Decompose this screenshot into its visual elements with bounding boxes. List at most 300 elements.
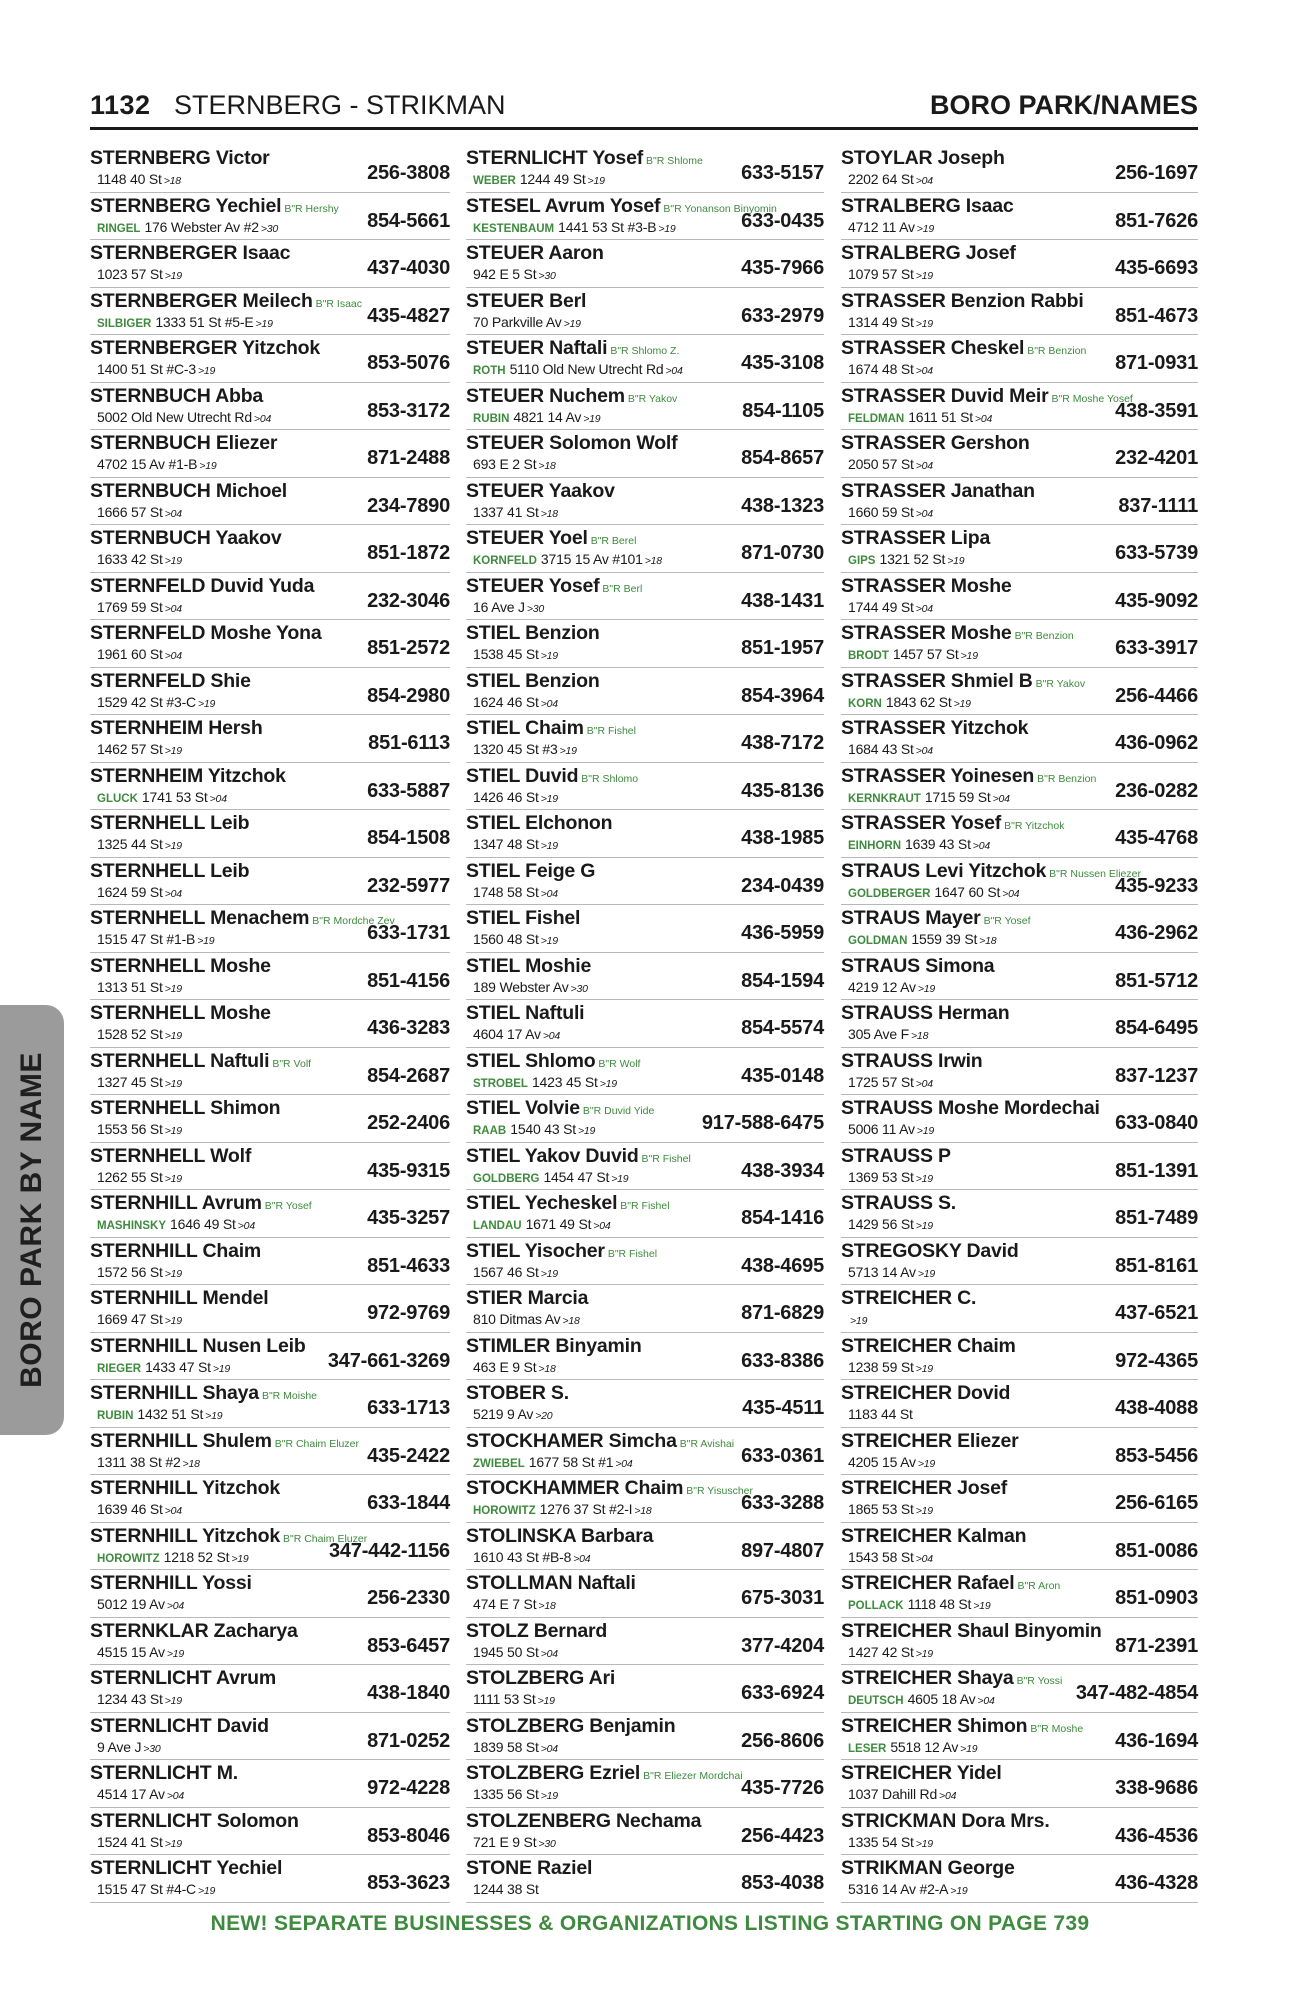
listing-phone: 633-5157 bbox=[741, 162, 824, 184]
listing-entry bbox=[841, 1190, 1198, 1238]
listing-name-line bbox=[466, 1620, 607, 1642]
listing-zip-code: >18 bbox=[634, 1505, 652, 1517]
listing-address-line bbox=[848, 1311, 867, 1330]
listing-name-line bbox=[841, 147, 1005, 169]
listing-name: STIEL Yisocher bbox=[466, 1239, 605, 1262]
listing-maiden-name: STROBEL bbox=[473, 1077, 528, 1090]
listing-maiden-name: KERNKRAUT bbox=[848, 792, 921, 805]
listing-entry bbox=[841, 1333, 1198, 1381]
listing-zip-code: >04 bbox=[972, 840, 990, 852]
listing-entry bbox=[90, 1713, 450, 1761]
listing-name: STERNHEIM Yitzchok bbox=[90, 764, 286, 787]
listing-address: 1865 53 St bbox=[848, 1501, 914, 1517]
listing-entry bbox=[90, 1808, 450, 1856]
listing-phone: 853-3172 bbox=[367, 399, 450, 422]
listing-name: STERNLICHT Avrum bbox=[90, 1667, 277, 1689]
listing-name: STREICHER Dovid bbox=[841, 1382, 1011, 1404]
listing-relation: B"R Berl bbox=[602, 582, 643, 595]
listing-name-line bbox=[90, 670, 251, 692]
listing-phone: 436-4536 bbox=[1115, 1824, 1198, 1847]
listing-maiden-name: DEUTSCH bbox=[848, 1695, 904, 1707]
listing-zip-code: >19 bbox=[915, 1837, 933, 1850]
listing-relation: B"R Chaim Eluzer bbox=[274, 1437, 359, 1450]
listing-entry bbox=[466, 430, 824, 478]
listing-address-line bbox=[97, 1596, 184, 1615]
listing-entry bbox=[466, 193, 824, 241]
listing-name-line bbox=[90, 1050, 311, 1075]
listing-name: STERNHELL Moshe bbox=[90, 954, 271, 977]
listing-relation: B"R Avishai bbox=[679, 1437, 735, 1450]
listing-address: 1660 59 St bbox=[848, 503, 914, 520]
listing-name: STERNHILL Yitzchok bbox=[90, 1524, 280, 1547]
listing-address-line bbox=[848, 931, 996, 950]
page-number: 1132 bbox=[90, 90, 151, 120]
listing-address-line bbox=[97, 741, 182, 760]
listing-zip-code: >19 bbox=[166, 1647, 185, 1660]
listing-phone: 438-4695 bbox=[741, 1254, 824, 1277]
listing-name-line bbox=[90, 385, 263, 407]
listing-address-line bbox=[848, 1359, 933, 1378]
listing-address: 1538 45 St bbox=[473, 646, 539, 662]
listing-address-line bbox=[97, 1264, 182, 1283]
listing-phone: 252-2406 bbox=[367, 1112, 450, 1134]
listing-zip-code: >19 bbox=[916, 1125, 934, 1137]
listing-address-line bbox=[97, 504, 182, 523]
listing-name: STERNHILL Nusen Leib bbox=[90, 1334, 306, 1357]
listing-entry bbox=[466, 1808, 824, 1856]
listing-zip-code: >18 bbox=[538, 460, 556, 472]
listing-name-line bbox=[90, 765, 286, 787]
listing-address: 942 E 5 St bbox=[473, 266, 537, 282]
listing-column-3 bbox=[841, 145, 1198, 1903]
listing-name: STOLZ Bernard bbox=[466, 1619, 608, 1642]
listing-address-line bbox=[97, 1501, 182, 1520]
listing-zip-code: >30 bbox=[538, 270, 556, 282]
listing-entry bbox=[90, 763, 450, 811]
listing-entry bbox=[466, 1238, 824, 1286]
listing-name: STERNBERGER Meilech bbox=[90, 289, 313, 312]
listing-name: STRASSER Shmiel B bbox=[841, 669, 1033, 692]
listing-maiden-name: MASHINSKY bbox=[97, 1220, 167, 1232]
listing-maiden-name: POLLACK bbox=[848, 1600, 904, 1612]
listing-name-line bbox=[841, 1002, 1009, 1024]
listing-phone: 435-0148 bbox=[741, 1064, 824, 1087]
listing-name-line bbox=[466, 1525, 653, 1547]
listing-entry bbox=[841, 1855, 1198, 1903]
listing-zip-code: >19 bbox=[917, 1267, 936, 1280]
listing-name: STRAUSS Moshe Mordechai bbox=[841, 1097, 1100, 1119]
listing-zip-code: >04 bbox=[1002, 887, 1020, 900]
listing-entry bbox=[841, 1380, 1198, 1428]
listing-zip-code: >04 bbox=[166, 1790, 185, 1802]
listing-phone: 256-3808 bbox=[367, 162, 450, 184]
listing-address: 1314 49 St bbox=[848, 313, 914, 330]
listing-zip-code: >04 bbox=[253, 412, 272, 425]
listing-name: STREICHER Shimon bbox=[841, 1714, 1028, 1737]
listing-address: 1433 47 St bbox=[145, 1358, 211, 1375]
listing-zip-code: >04 bbox=[540, 887, 558, 900]
listing-zip-code: >19 bbox=[916, 222, 934, 235]
listing-phone: 256-4423 bbox=[741, 1824, 824, 1847]
listing-relation: B"R Moshe bbox=[1030, 1722, 1084, 1735]
listing-address-line bbox=[848, 1596, 990, 1615]
listing-phone: 854-3964 bbox=[741, 684, 824, 707]
listing-address-line bbox=[848, 1881, 968, 1900]
listing-phone: 633-1731 bbox=[367, 922, 450, 944]
listing-address: 1335 54 St bbox=[848, 1833, 914, 1850]
listing-name-line bbox=[90, 1572, 252, 1594]
listing-maiden-name: RUBIN bbox=[97, 1410, 134, 1422]
listing-name-line bbox=[90, 1240, 261, 1262]
listing-address-line bbox=[473, 314, 581, 333]
listing-relation: B"R Yakov bbox=[1035, 677, 1086, 690]
listing-zip-code: >19 bbox=[953, 697, 971, 710]
listing-name: STEUER Nuchem bbox=[466, 384, 625, 407]
listing-address: 1427 42 St bbox=[848, 1643, 914, 1660]
listing-entry bbox=[90, 1760, 450, 1808]
listing-zip-code: >19 bbox=[197, 697, 216, 710]
listing-zip-code: >04 bbox=[166, 1600, 185, 1612]
listing-maiden-name: LESER bbox=[848, 1742, 887, 1755]
listing-name-line bbox=[841, 1525, 1026, 1547]
listing-entry bbox=[90, 1855, 450, 1903]
listing-address-line bbox=[473, 361, 683, 380]
listing-entry bbox=[841, 1048, 1198, 1096]
listing-address-line bbox=[473, 789, 558, 808]
listing-entry bbox=[90, 1238, 450, 1286]
listing-phone: 675-3031 bbox=[741, 1587, 824, 1609]
listing-relation: B"R Fishel bbox=[620, 1200, 670, 1212]
listing-name: STERNBUCH Michoel bbox=[90, 479, 288, 502]
listing-zip-code: >04 bbox=[915, 602, 933, 615]
listing-phone: 854-5574 bbox=[741, 1017, 824, 1039]
listing-address-line bbox=[97, 646, 182, 665]
listing-address: 1769 59 St bbox=[97, 598, 163, 615]
listing-maiden-name: KORN bbox=[848, 697, 882, 710]
listing-address: 1610 43 St #B-8 bbox=[473, 1548, 572, 1565]
listing-name-line bbox=[90, 1525, 367, 1550]
listing-address: 5006 11 Av bbox=[848, 1121, 915, 1137]
listing-entry bbox=[90, 430, 450, 478]
listing-address-line bbox=[473, 1549, 590, 1568]
listing-entry bbox=[90, 1285, 450, 1333]
listing-column-1 bbox=[90, 145, 450, 1903]
listing-relation: B"R Duvid Yide bbox=[582, 1105, 655, 1117]
listing-phone: 256-1697 bbox=[1115, 162, 1198, 184]
listing-phone: 633-1844 bbox=[367, 1492, 450, 1514]
listing-address: 4514 17 Av bbox=[97, 1786, 165, 1802]
listing-zip-code: >04 bbox=[977, 1695, 995, 1707]
listing-relation: B"R Eliezer Mordchai bbox=[643, 1770, 743, 1782]
listing-address: 1218 52 St bbox=[163, 1548, 230, 1565]
listing-phone: 436-1694 bbox=[1115, 1729, 1198, 1752]
listing-address: 3715 15 Av #101 bbox=[540, 551, 643, 567]
listing-name-line bbox=[466, 385, 677, 410]
listing-name-line bbox=[90, 622, 321, 644]
listing-address-line bbox=[97, 836, 182, 855]
listing-name-line bbox=[841, 1050, 983, 1072]
listing-maiden-name: GOLDBERG bbox=[473, 1172, 540, 1185]
listing-name: STESEL Avrum Yosef bbox=[466, 194, 661, 217]
listing-address-line bbox=[473, 884, 558, 903]
listing-address: 1454 47 St bbox=[543, 1168, 610, 1185]
listing-address-line bbox=[473, 1691, 555, 1710]
listing-address: 2050 57 St bbox=[848, 456, 914, 472]
listing-address-line bbox=[473, 1359, 556, 1378]
listing-name-line bbox=[90, 1857, 282, 1879]
listing-phone: 256-4466 bbox=[1115, 684, 1198, 707]
listing-name-line bbox=[466, 955, 591, 977]
listing-entry bbox=[90, 335, 450, 383]
listing-name-line bbox=[90, 1762, 238, 1784]
listing-name-line bbox=[90, 1382, 317, 1407]
listing-zip-code: >19 bbox=[164, 1695, 182, 1707]
listing-address: 474 E 7 St bbox=[473, 1596, 537, 1612]
listing-entry bbox=[841, 1143, 1198, 1191]
listing-entry bbox=[841, 573, 1198, 621]
listing-entry bbox=[466, 1285, 824, 1333]
listing-entry bbox=[90, 668, 450, 716]
listing-relation: B"R Yossi bbox=[1016, 1675, 1063, 1687]
listing-address-line bbox=[97, 1121, 182, 1140]
listing-phone: 633-1713 bbox=[367, 1397, 450, 1419]
listing-phone: 854-1594 bbox=[741, 969, 824, 992]
listing-entry bbox=[841, 858, 1198, 906]
listing-address: 1369 53 St bbox=[848, 1168, 914, 1185]
listing-name-line bbox=[841, 1097, 1100, 1119]
listing-relation: B"R Yosef bbox=[983, 915, 1031, 927]
listing-name: STERNLICHT Yechiel bbox=[90, 1857, 283, 1879]
listing-address: 5219 9 Av bbox=[473, 1406, 534, 1422]
listing-name-line bbox=[841, 575, 1012, 597]
listing-entry bbox=[466, 620, 824, 668]
listing-name: STRAUSS S. bbox=[841, 1192, 957, 1214]
listing-name: STIEL Chaim bbox=[466, 717, 584, 739]
listing-zip-code: >04 bbox=[164, 507, 182, 520]
listing-name-line bbox=[90, 1335, 306, 1357]
listing-name: STIEL Duvid bbox=[466, 764, 579, 787]
listing-name-line bbox=[841, 1192, 956, 1214]
listing-address-line bbox=[97, 266, 182, 285]
listing-address-line bbox=[848, 789, 1010, 808]
listing-name-line bbox=[466, 812, 612, 834]
listing-zip-code: >19 bbox=[197, 1885, 216, 1897]
listing-address-line bbox=[97, 551, 182, 570]
listing-name-line bbox=[841, 1430, 1019, 1452]
listing-name-line bbox=[466, 1477, 753, 1502]
listing-zip-code: >19 bbox=[915, 1172, 933, 1185]
listing-name-line bbox=[90, 1287, 268, 1309]
listing-name-line bbox=[90, 860, 249, 882]
listing-phone: 853-4038 bbox=[741, 1872, 824, 1894]
listing-phone: 436-5959 bbox=[741, 922, 824, 944]
listing-address-line bbox=[848, 1834, 933, 1853]
listing-phone: 854-1105 bbox=[742, 399, 824, 422]
listing-entry bbox=[841, 1713, 1198, 1761]
listing-entry bbox=[466, 1713, 824, 1761]
listing-address-line bbox=[848, 646, 978, 665]
listing-address-line bbox=[473, 694, 558, 713]
listing-entry bbox=[90, 1428, 450, 1476]
listing-zip-code: >19 bbox=[164, 982, 182, 995]
listing-address: 1674 48 St bbox=[848, 361, 914, 377]
listing-address: 1148 40 St bbox=[97, 171, 162, 187]
listing-phone: 347-482-4854 bbox=[1075, 1682, 1198, 1704]
listing-address-line bbox=[848, 1739, 977, 1758]
listing-address-line bbox=[848, 1216, 933, 1235]
listing-relation: B"R Benzion bbox=[1027, 345, 1087, 357]
listing-name: STREICHER Chaim bbox=[841, 1334, 1016, 1357]
listing-entry bbox=[466, 1855, 824, 1903]
listing-phone: 438-1431 bbox=[741, 589, 824, 612]
listing-zip-code: >19 bbox=[164, 1267, 182, 1280]
listing-phone: 853-5076 bbox=[367, 352, 450, 374]
listing-phone: 438-1323 bbox=[741, 494, 824, 517]
listing-address: 1327 45 St bbox=[97, 1073, 163, 1090]
listing-address-line bbox=[97, 1549, 249, 1568]
listing-name: STRASSER Moshe bbox=[841, 622, 1012, 644]
listing-entry bbox=[90, 525, 450, 573]
listing-maiden-name: GIPS bbox=[848, 555, 876, 567]
listing-zip-code: >04 bbox=[540, 1742, 558, 1755]
listing-phone: 436-0962 bbox=[1115, 732, 1198, 754]
listing-name: STRASSER Yitzchok bbox=[841, 717, 1029, 739]
listing-entry bbox=[90, 1380, 450, 1428]
listing-entry bbox=[90, 145, 450, 193]
listing-address-line bbox=[97, 931, 214, 950]
listing-entry bbox=[90, 1095, 450, 1143]
listing-relation: B"R Nussen Eliezer bbox=[1049, 867, 1141, 880]
listing-address-line bbox=[97, 1216, 255, 1235]
listing-name-line bbox=[466, 337, 679, 362]
listing-entry bbox=[90, 1523, 450, 1571]
listing-address: 1333 51 St #5-E bbox=[155, 313, 254, 330]
listing-name-line bbox=[841, 1572, 1060, 1597]
listing-zip-code: >19 bbox=[540, 650, 558, 662]
listing-zip-code: >18 bbox=[911, 1030, 929, 1042]
listing-entry bbox=[841, 145, 1198, 193]
listing-address: 5012 19 Av bbox=[97, 1596, 165, 1612]
listing-name-line bbox=[90, 1477, 280, 1499]
listing-address-line bbox=[97, 1786, 184, 1805]
listing-name: STIER Marcia bbox=[466, 1287, 589, 1309]
listing-name-line bbox=[90, 1002, 271, 1024]
listing-zip-code: >04 bbox=[540, 697, 558, 710]
listing-name: STREGOSKY David bbox=[841, 1239, 1019, 1262]
listing-zip-code: >04 bbox=[915, 745, 933, 757]
listing-address-line bbox=[848, 551, 964, 570]
listing-entry bbox=[841, 1428, 1198, 1476]
listing-address: 1624 59 St bbox=[97, 883, 163, 900]
listing-name-line bbox=[466, 1667, 615, 1689]
listing-address: 4712 11 Av bbox=[848, 218, 915, 235]
listing-maiden-name: RUBIN bbox=[473, 412, 510, 425]
listing-zip-code: >04 bbox=[573, 1552, 591, 1565]
listing-name: STEUER Naftali bbox=[466, 337, 608, 359]
listing-address: 1684 43 St bbox=[848, 741, 914, 757]
listing-phone: 435-7726 bbox=[741, 1777, 824, 1799]
listing-entry bbox=[90, 620, 450, 668]
listing-address: 1843 62 St bbox=[885, 693, 952, 710]
listing-phone: 236-0282 bbox=[1115, 779, 1198, 802]
listing-name: STRAUSS Irwin bbox=[841, 1049, 983, 1072]
listing-address-line bbox=[473, 551, 662, 570]
listing-entry bbox=[90, 953, 450, 1001]
listing-name: STOCKHAMMER Chaim bbox=[466, 1477, 684, 1499]
listing-address-line bbox=[848, 1549, 933, 1568]
listing-name: STRALBERG Isaac bbox=[841, 194, 1014, 217]
listing-zip-code: >19 bbox=[164, 1077, 182, 1090]
listing-address-line bbox=[848, 1454, 935, 1473]
listing-entry bbox=[466, 145, 824, 193]
listing-entry bbox=[90, 573, 450, 621]
listing-address: 1515 47 St #4-C bbox=[97, 1881, 196, 1897]
listing-zip-code: >19 bbox=[960, 1742, 978, 1755]
listing-phone: 438-1840 bbox=[367, 1682, 450, 1704]
listing-name: STIEL Yecheskel bbox=[466, 1192, 618, 1214]
listing-name-line bbox=[841, 1382, 1010, 1404]
listing-name: STREICHER Josef bbox=[841, 1477, 1008, 1499]
side-tab bbox=[0, 1005, 64, 1435]
listing-entry bbox=[841, 335, 1198, 383]
listing-name: STIEL Benzion bbox=[466, 622, 600, 644]
listing-address-line bbox=[97, 361, 215, 380]
listing-maiden-name: RIEGER bbox=[97, 1362, 142, 1375]
listing-zip-code: >04 bbox=[915, 1552, 933, 1565]
listing-name-line bbox=[466, 1810, 701, 1832]
listing-maiden-name: ROTH bbox=[473, 365, 506, 377]
listing-address-line bbox=[97, 1311, 182, 1330]
listing-address-line bbox=[473, 1406, 552, 1425]
listing-phone: 436-3283 bbox=[367, 1017, 450, 1039]
listing-name-line bbox=[466, 622, 600, 644]
listing-zip-code: >19 bbox=[255, 317, 273, 330]
listing-zip-code: >19 bbox=[197, 935, 215, 947]
listing-phone: 837-1237 bbox=[1115, 1064, 1198, 1087]
listing-address: 1540 43 St bbox=[510, 1121, 576, 1137]
listing-name-line bbox=[466, 242, 604, 264]
listing-entry bbox=[466, 1618, 824, 1666]
listing-phone: 232-4201 bbox=[1115, 447, 1198, 469]
listing-phone: 851-7489 bbox=[1115, 1207, 1198, 1229]
listing-phone: 438-3934 bbox=[741, 1159, 824, 1182]
listing-address: 1321 52 St bbox=[879, 551, 946, 567]
listing-phone: 851-2572 bbox=[367, 637, 450, 659]
listing-zip-code: >19 bbox=[960, 650, 978, 662]
listing-phone: 438-3591 bbox=[1115, 399, 1198, 422]
listing-name: STERNHILL Avrum bbox=[90, 1192, 262, 1214]
listing-address: 70 Parkville Av bbox=[473, 313, 562, 330]
listing-name: STRAUS Simona bbox=[841, 954, 995, 977]
listing-phone: 871-0931 bbox=[1115, 352, 1198, 374]
listing-entry bbox=[466, 240, 824, 288]
listing-zip-code: >04 bbox=[593, 1220, 611, 1232]
listing-name: STERNKLAR Zacharya bbox=[90, 1619, 298, 1642]
listing-address: 4205 15 Av bbox=[848, 1453, 916, 1470]
listing-zip-code: >04 bbox=[915, 1077, 933, 1090]
page-header bbox=[90, 88, 1198, 130]
listing-entry bbox=[841, 1760, 1198, 1808]
listing-phone: 851-5712 bbox=[1115, 969, 1198, 992]
listing-name: STERNHELL Menachem bbox=[90, 907, 310, 929]
listing-address-line bbox=[848, 1121, 934, 1140]
listing-name: STERNHELL Naftuli bbox=[90, 1049, 270, 1072]
listing-zip-code: >18 bbox=[644, 555, 662, 567]
listing-address-line bbox=[848, 1786, 956, 1805]
listing-name-line bbox=[90, 1667, 276, 1689]
listing-name-line bbox=[841, 1287, 976, 1309]
listing-zip-code: >04 bbox=[164, 1505, 182, 1517]
